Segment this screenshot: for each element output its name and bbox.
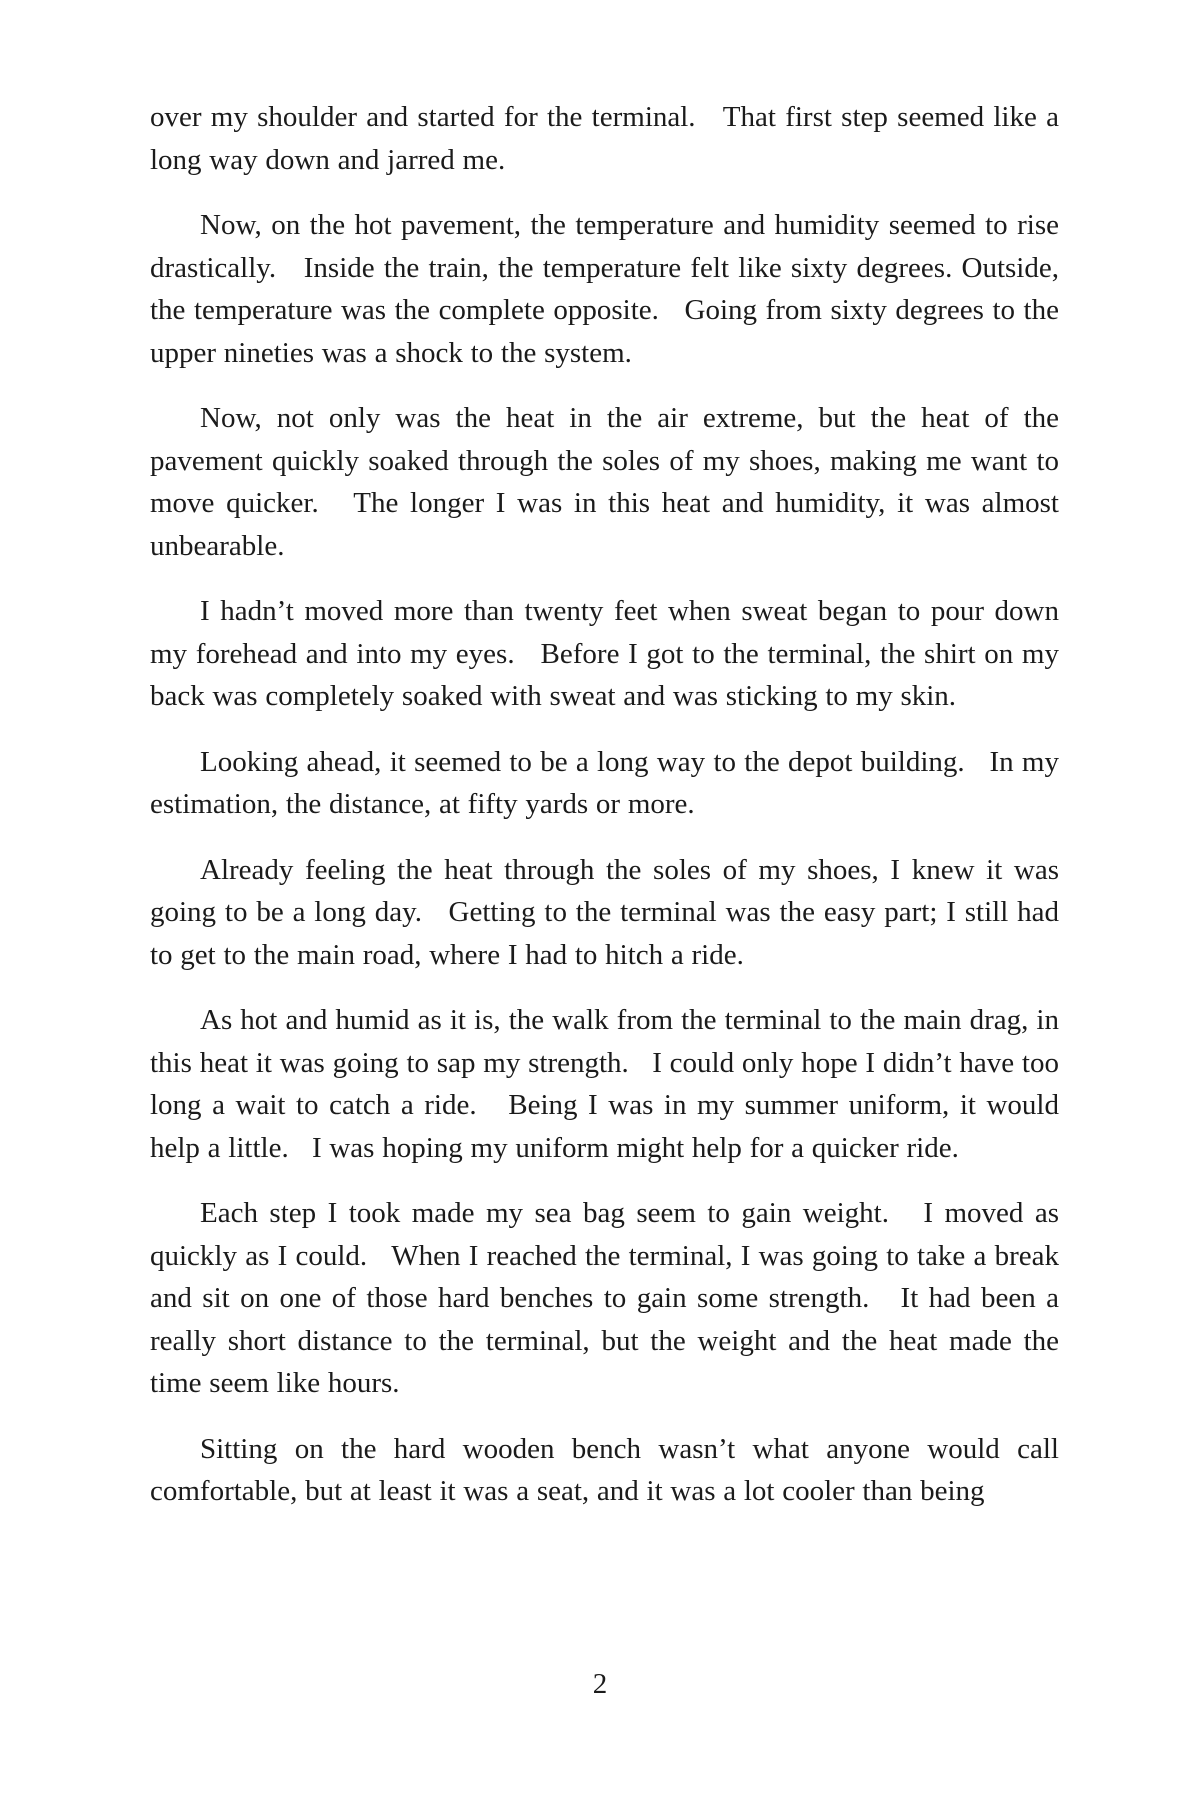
paragraph-2: Now, on the hot pavement, the temperature and humidity seemed to rise drastically. Inside the train, the temperature felt like sixty degrees. Outside, the temperature was the complete opposite. Going from sixty degrees to the upper nineties was a shock to the system. — [150, 209, 1067, 369]
paragraph-7: As hot and humid as it is, the walk from the terminal to the main drag, in this heat it was going to sap my strength. I could only hope I didn’t have too long a wait to catch a ride. Being I was in my summer uniform, it would help a little. I was hoping my uniform might help for a quicker ride. — [150, 1004, 1067, 1164]
paragraph-6: Already feeling the heat through the soles of my shoes, I knew it was going to be a long day. Getting to the terminal was the easy part; I still had to get to the main road, where I had to hitch a ride. — [150, 853, 1067, 971]
paragraph-5: Looking ahead, it seemed to be a long way to the depot building. In my estimation, the distance, at fifty yards or more. — [150, 745, 1067, 820]
paragraph-3: Now, not only was the heat in the air extreme, but the heat of the pavement quickly soaked through the soles of my shoes, making me want to move quicker. The longer I was in this heat and humidity, it was almost unbearable. — [150, 402, 1067, 562]
paragraph-1: over my shoulder and started for the terminal. That first step seemed like a long way down and jarred me. — [150, 101, 1067, 176]
paragraph-4: I hadn’t moved more than twenty feet when sweat began to pour down my forehead and into my eyes. Before I got to the terminal, the shirt on my back was completely soaked with sweat and was sticking to my skin. — [150, 595, 1067, 712]
page-number: 2 — [592, 1668, 608, 1700]
body-text — [150, 96, 1067, 1536]
paragraph-9: Sitting on the hard wooden bench wasn’t what anyone would call comfortable, but at least it was a seat, and it was a lot cooler than being — [150, 1432, 1067, 1507]
paragraph-8: Each step I took made my sea bag seem to gain weight. I moved as quickly as I could. When I reached the terminal, I was going to take a break and sit on one of those hard benches to gain some strength. It had been a really short distance to the terminal, but the weight and the heat made the time seem like hours. — [150, 1197, 1067, 1399]
